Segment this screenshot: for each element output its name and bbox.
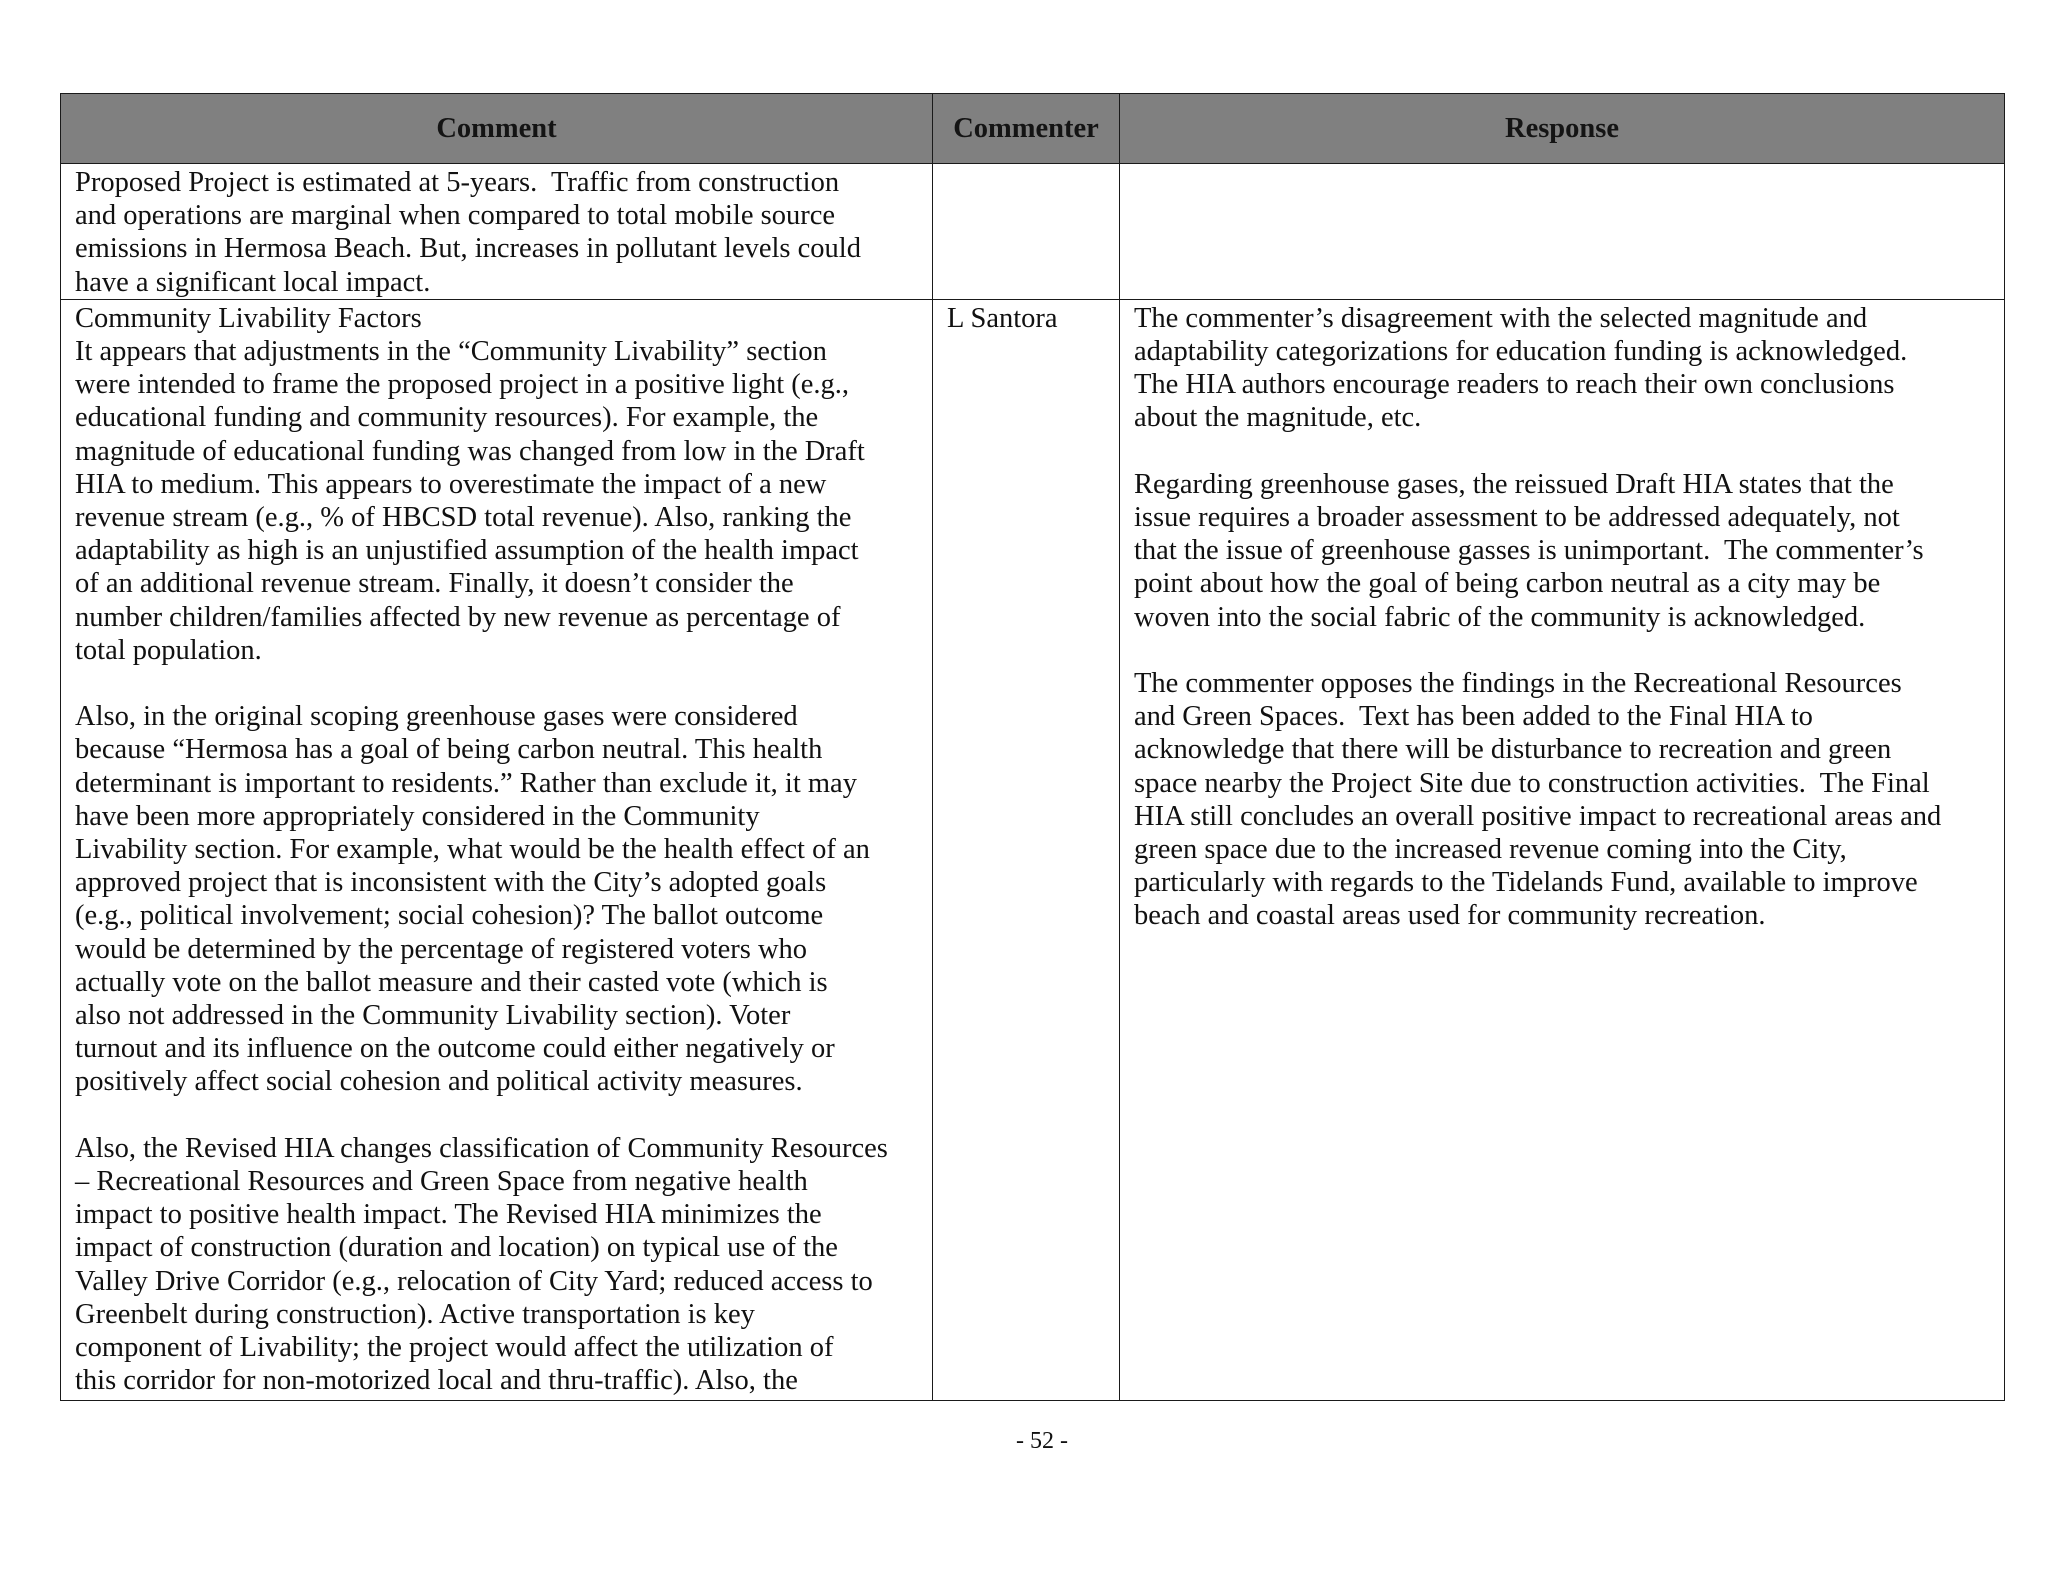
comment-topic: Community Livability Factors bbox=[75, 302, 422, 334]
header-row bbox=[61, 94, 2005, 164]
response-paragraph: The commenter opposes the findings in the Recreational Resources and Green Spaces. Text has been added to the Final HIA to acknowledge that there will be disturbance to recreation and green space nearby the Project Site due to construction activities. The Final HIA still concludes an overall positive impact to recreational areas and green space due to the increased revenue coming into the City, particularly with regards to the Tidelands Fund, available to improve beach and coastal areas used for community recreation. bbox=[1134, 668, 1942, 932]
commenter-name: L Santora bbox=[947, 302, 1058, 334]
response-cell bbox=[1120, 164, 2005, 300]
comments-table bbox=[60, 93, 2005, 1401]
response-cell bbox=[1120, 299, 2005, 1400]
comment-cell bbox=[61, 299, 933, 1400]
comment-paragraph: Proposed Project is estimated at 5-years. Traffic from construction and operations are marginal when compared to total mobile source emissions in Hermosa Beach. But, increases in pollutant levels could have a significant local impact. bbox=[75, 167, 861, 298]
comment-paragraph: It appears that adjustments in the “Community Livability” section were intended to frame the proposed project in a positive light (e.g., educational funding and community resources). For example, the magnitude of educational funding was changed from low in the Draft HIA to medium. This appears to overestimate the impact of a new revenue stream (e.g., % of HBCSD total revenue). Also, ranking the adaptability as high is an unjustified assumption of the health impact of an additional revenue stream. Finally, it doesn’t consider the number children/families affected by new revenue as percentage of total population. bbox=[75, 336, 865, 666]
header-commenter: Commenter bbox=[933, 94, 1120, 164]
response-paragraph: Regarding greenhouse gases, the reissued Draft HIA states that the issue requires a broader assessment to be addressed adequately, not that the issue of greenhouse gasses is unimportant. The commenter’s point about how the goal of being carbon neutral as a city may be woven into the social fabric of the community is acknowledged. bbox=[1134, 468, 1924, 633]
comment-paragraph: Also, in the original scoping greenhouse gases were considered because “Hermosa has a goal of being carbon neutral. This health determinant is important to residents.” Rather than exclude it, it may have been more appropriately considered in the Community Livability section. For example, what would be the health effect of an approved project that is inconsistent with the City’s adopted goals (e.g., political involvement; social cohesion)? The ballot outcome would be determined by the percentage of registered voters who actually vote on the ballot measure and their casted vote (which is also not addressed in the Community Livability section). Voter turnout and its influence on the outcome could either negatively or positively affect social cohesion and political activity measures. bbox=[75, 701, 870, 1098]
table-row bbox=[61, 299, 2005, 1400]
page-number: - 52 - bbox=[1016, 1428, 1068, 1454]
table-row bbox=[61, 164, 2005, 300]
response-paragraph: The commenter’s disagreement with the selected magnitude and adaptability categorizations for education funding is acknowledged. The HIA authors encourage readers to reach their own conclusions about the magnitude, etc. bbox=[1134, 302, 1908, 434]
header-comment: Comment bbox=[61, 94, 933, 164]
commenter-cell bbox=[933, 164, 1120, 300]
header-response: Response bbox=[1120, 94, 2005, 164]
comment-cell bbox=[61, 164, 933, 300]
commenter-cell bbox=[933, 299, 1120, 1400]
comment-paragraph: Also, the Revised HIA changes classification of Community Resources – Recreational Resources and Green Space from negative health impact to positive health impact. The Revised HIA minimizes the impact of construction (duration and location) on typical use of the Valley Drive Corridor (e.g., relocation of City Yard; reduced access to Greenbelt during construction). Active transportation is key component of Livability; the project would affect the utilization of this corridor for non-motorized local and thru-traffic). Also, the bbox=[75, 1132, 888, 1397]
